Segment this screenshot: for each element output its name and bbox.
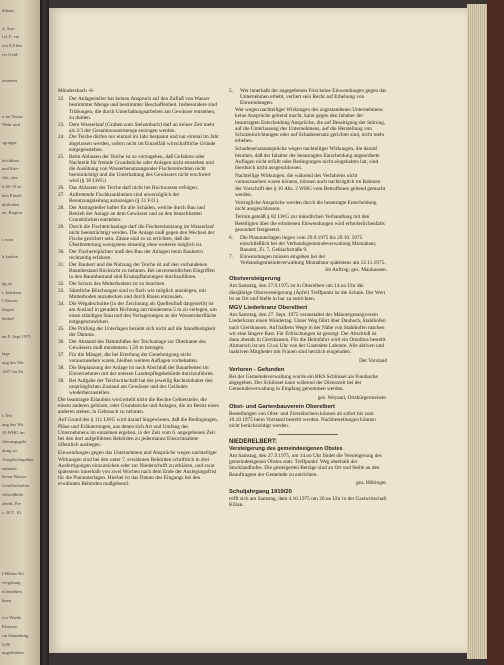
left-page-text-fragment: rer Geld- <box>2 52 19 57</box>
item-text: Die Prüfung der Unterlagen bezieht sich nicht auf die Standfestigkeit der Dämme. <box>69 326 216 339</box>
paragraph: Termin gemäß § 82 LWG zur mündlichen Verhandlung mit den Beteiligten über die erhobenen Einwendungen wird erforderlichenfalls gesondert festgesetzt. <box>235 214 385 233</box>
numbered-item <box>58 352 220 364</box>
left-page-text-fragment: s Teil <box>2 412 12 418</box>
item-number: 24. <box>58 134 65 141</box>
section-title: Obstversteigerung <box>229 276 281 283</box>
left-page-text-fragment: en. Region <box>2 210 22 216</box>
item-text: Die Planunterlagen liegen vom 29.9.1975 bis 29.10. 1975 einschließlich bei der Verbandsgemeindeverwaltung Montabaur, Bauamt, Zi. 7, Gelbachstraße 9. <box>240 234 377 254</box>
left-page-text-fragment: ilrigen <box>2 307 14 313</box>
item-number: 39. <box>58 377 65 384</box>
left-page-text-fragment: vergütung <box>2 580 21 585</box>
item-text: Auftretende Fischkrankheiten sind unverzüglich der Benutzungsleitung anzuzeigen (§ 31 F.O.). <box>69 191 180 204</box>
item-number: 32. <box>58 281 65 288</box>
item-text: Der Antragsteller haftet für alle Schäden, welche durch Bau und Betrieb der Anlage an dem Gewässer und an den benachbarten Grundstücken entstehen. <box>69 204 205 224</box>
announcements <box>229 276 387 429</box>
numbered-item <box>58 185 220 191</box>
right-column <box>229 88 387 511</box>
item-number: 26. <box>58 185 65 192</box>
notice-paragraphs-right <box>229 107 387 233</box>
numbered-item <box>229 88 387 107</box>
numbered-item <box>58 281 220 287</box>
numbered-item <box>58 301 220 326</box>
left-page-text-fragment: omentes <box>2 78 18 84</box>
left-page-text-fragment: chfriedhöfe <box>2 492 24 497</box>
signature-line: Der Vorstand <box>359 357 387 364</box>
numbered-item <box>58 96 220 121</box>
left-page-text-fragment: h kaufen <box>2 254 18 260</box>
left-page-text-fragment: 2,00 <box>2 641 11 647</box>
item-number: 35. <box>58 326 65 333</box>
item-number: 37. <box>58 351 65 358</box>
item-text: Der Fischereipächter muß den Bau der Anlagen beim Bauherrn rechtzeitig erfahren. <box>69 249 203 262</box>
item-number: 33. <box>58 287 65 294</box>
section-subtitle: Versteigerung des gemeindeeigenen Obstes <box>229 445 343 452</box>
left-page-text-fragment: ungebühren <box>2 650 24 656</box>
notice-paragraphs <box>58 397 220 488</box>
item-text: Bei Aufgabe der Teichwirtschaft hat der jeweilig Rechtsinhaber den ursprünglichen Zustand am Gewässer und des Geländes wiederherzustellen. <box>69 377 213 397</box>
paragraph: Vertragliche Ansprüche werden durch die beantragte Entscheidung nicht ausgeschlossen. <box>235 199 377 213</box>
left-page-text-fragment: Ausgleichsgebiet <box>2 456 34 462</box>
paragraph: Einwendungen gegen das Unternehmen und Ansprüche wegen nachteiliger Wirkungen sind bei den unter 7. erwähnten Behörden schriftlich in drei Ausfertigungen einzureichen oder zur Niederschrift zu erklären, und zwar spätestens innerhalb von zwei Wochen nach dem Ende der Auslegungsfrist für die Planunterlagen. Hierbei ist das Datum des Eingangs bei den erwähnten Behörden maßgebend. <box>58 450 218 488</box>
section-title: Obst- und Gartenbauverein Oberelbert <box>229 403 335 410</box>
paragraph: Nachteilige Wirkungen, die während des Verfahrens nicht vorauszusehen waren können, können auch nachträglich im Rahmen der Vorschrift des § 10 Abs. 2 WHG vom Betroffenen geltend gemacht werden. <box>235 173 386 198</box>
item-number: 31. <box>58 261 65 268</box>
item-text: Wer innerhalb der angegebenen Frist keine Einwendungen gegen das Unternehmen erhebt, verliert sein Recht auf Erhebung von Einwendungen. <box>240 88 387 107</box>
item-number: 5. <box>229 88 233 94</box>
item-text: Für die Mängel, die bei Erteilung der Genehmigung nicht vorauszusehen waren, bleiben weitere Auflagen vorbehalten. <box>69 351 198 365</box>
left-page-text-fragment: den Einzel <box>2 192 22 198</box>
numbered-item <box>58 365 220 377</box>
left-page-text-fragment: ren 0,8 km <box>2 43 22 49</box>
left-page-edge <box>0 0 40 665</box>
item-text: Die Schutz des Mutterbodens ist zu beachten. <box>69 281 166 288</box>
left-page-text-fragment: nn 9. Sept.1975 <box>2 333 31 339</box>
paragraph: Wer wegen nachteiliger Wirkungen des zugestandenen Unternehmens keine Ansprüche geltend macht, kann gegen den Inhaber der beantragten Entscheidung Ansprüche, die auf Beseitigung der Störung, auf die Unterlassung des Unternehmens, auf die Herstellung von Schutzeinrichtungen oder auf Schadenersatz gerichtet sind, nicht mehr erheben. <box>235 107 386 145</box>
left-page-text-fragment: h SS 10 m <box>2 184 22 189</box>
item-number: 29. <box>58 223 65 230</box>
left-page-text-fragment: ubeilt, Pre <box>2 500 21 506</box>
item-number: 25. <box>58 153 65 160</box>
numbered-item <box>58 122 220 134</box>
left-page-text-fragment: sgruppe <box>2 140 17 145</box>
left-page-text-fragment: 4, Aus- <box>2 25 16 31</box>
numbered-item <box>58 224 220 249</box>
left-page-text-fragment: t. behalten <box>2 289 22 295</box>
left-page-text-fragment: cherungsgebi <box>2 439 27 445</box>
numbered-item <box>58 134 220 153</box>
left-page-text-fragment: bedarf <box>2 316 14 321</box>
section-title-niederelbert: NIEDERELBERT: <box>229 438 278 445</box>
left-page-text-fragment: dung zu <box>2 448 17 453</box>
section-body: Am Samstag, den 27.9.1975, um 14.oo Uhr findet die Versteigerung des gemeindeeigenen Obstes statt. Treffpunkt: Weg oberhalb der Stocklandhofes. Die gesteigerten Beträge sind an Ort und Stelle an den Beauftragten der Gemeinde zu entrichten. <box>229 453 382 478</box>
item-text: Die Beplanzung der Anlage ist nach Abschluß der Bauarbeiten im Einvernehmen mit der unteren Landespflegebehörde durchzuführen. <box>69 364 215 377</box>
item-number: 23. <box>58 121 65 128</box>
numbered-item <box>58 192 220 204</box>
item-number: 38. <box>58 364 65 371</box>
section-title-schuljahrgang: Schuljahrgang 1919/20 <box>229 489 292 496</box>
item-text: Der Abstand des Dammfußes der Teichanlage zur Oberkante des Gewässers muß mindestens 1,50 m betragen. <box>69 338 206 352</box>
item-text: Der Bauherr und die Nutzung der Teiche ist auf den vorhandenen Baumbestand Rücksicht zu nehmen. Bei unvermeidlichen Eingriffen in den Baumbestand sind Ersatzpflanzungen durchzuführen. <box>69 261 215 281</box>
left-page-text-fragment: l Abwas- <box>2 298 19 304</box>
paragraph: Schadenersatzansprüche wegen nachteiliger Wirkungen, die darauf beruhen, daß der Inhaber der beantragten Entscheidung angeordnete Auflagen nicht erfüllt oder Bedingungen nicht eingehalten hat, sind hierdurch nicht ausgeschlossen. <box>235 146 380 171</box>
section-title: MGV Liederkranz Oberelbert <box>229 305 308 311</box>
left-page-text-fragment: Gesellschaften <box>2 483 30 489</box>
numbered-item <box>58 205 220 224</box>
item-text: Durch die Fischteichanlage darf die Fischereinutzung im Wasserlauf nicht beeinträchtigt werden. Die Anlage muß gegen den Wechsel der Fische gesichert sein. Zäune sind so zu errichten, daß die Überbretterung wenigstens einseitig ohne weiteres möglich ist. <box>69 223 215 249</box>
item-number: 22. <box>58 96 65 103</box>
section-body: Bei der Gemeindeverwaltung wurde ein BKS Schlüssel als Fundsache abgegeben. Der Schlüssel kann während der Dienstzeit bei der Gemeindeverwaltung in Empfang genommen werden. <box>229 374 378 393</box>
left-page-text-fragment: Elsässer <box>2 624 18 629</box>
left-column <box>58 88 220 490</box>
numbered-item <box>58 378 220 397</box>
left-page-text-fragment: heren Wasser <box>2 474 27 480</box>
left-page-text-fragment: vor Wiede <box>2 615 21 621</box>
numbered-item <box>58 262 220 281</box>
item-number: 28. <box>58 204 65 211</box>
left-page-text-fragment: r, 30 T. 10. <box>2 509 22 515</box>
numbered-item <box>58 339 220 351</box>
item-text: Sämtliche Böschungen sind so flach wie möglich anzulegen, mit Mutterboden anzudecken und durch Rasen einzusäen. <box>69 287 206 300</box>
left-page-text-fragment: und Stre- <box>2 166 19 172</box>
condition-list <box>58 96 220 396</box>
item-text: Der Anlagesteller hat keinen Anspruch auf den Zufluß von Wasser bestimmter Menge und bestimmter Beschaffenheit. Insbesondere sind Trübungen, die durch Unterhaltungsarbeiten am Gewässer entstehen, zu dulden. <box>69 96 218 121</box>
left-page-text-fragment: l.d. F. vm <box>2 34 20 40</box>
left-page-text-fragment: 10 WHG im <box>2 430 25 436</box>
item-text: Das Ablassen der Teiche darf nicht bei Hochwasser erfolgen. <box>69 185 199 192</box>
divider <box>278 434 338 435</box>
left-page-text-fragment: cke, rein <box>2 175 18 181</box>
paragraph: Die beantragte Erlaubnis wird erteilt nicht die Rechte Gebietsteile, die einem anderen gehören, oder Grundstücke und Anlagen, die im Besitz eines anderen stehen, in Gebrauch zu nehmen. <box>58 396 219 416</box>
left-page-text-fragment: ung des Wa <box>2 421 24 427</box>
notice-list-b <box>229 235 387 267</box>
item-text: Die Teiche dürfen nur einmal im Jahr bespannt und nur einmal im Jahr abgelassen werden, sofern nicht im Einzelfall wirtschaftliche Gründe entgegenstehen. <box>69 134 219 153</box>
left-page-text-fragment: ng ist <box>2 280 13 286</box>
left-page-text-fragment: hnen <box>2 597 11 603</box>
signature-line: gez. Hübinger. <box>355 479 387 486</box>
section-body: Bestellungen von Obst- und Zierstäuchern können ab sofort bis zum 10.10.1975 beim Vorstand bestellt werden. Nachbestellungen können nicht berücksichtigt werden. <box>229 411 376 430</box>
item-text: Dem Wasserlauf (Graben zum Stelzenbach) darf an keiner Zeit mehr als 2/3 der Gesamtwassermenge entzogen werden. <box>69 121 215 134</box>
item-text: Beim Ablassen der Teiche ist so vorzugehen, daß Gefahren oder Nachteile für fremde Grundstücke oder Anlagen nicht entstehen und die Ausübung von Wasserbenutzungsoder Fischereirechten nicht beeinträchtigt und die Unterhaltung des Gewässers nicht erschwert wird (§ 38 LWG) <box>69 153 214 185</box>
item-number: 34. <box>58 300 65 307</box>
item-number: 27. <box>58 191 65 198</box>
left-page-text-fragment: f-Bilans-Ert <box>2 571 24 577</box>
item-text: Einwendungen müssen eingehen bei der Verbandsgemeindeverwaltung Montabaur spätestens am 12.11.1975. <box>240 254 386 267</box>
left-page-text-fragment: ührlichen <box>2 201 20 207</box>
left-page-text-fragment: n im Vorau- <box>2 113 24 119</box>
page-stack-edge <box>467 4 487 659</box>
numbered-item <box>229 254 387 266</box>
left-page-text-fragment: s vom <box>2 236 14 242</box>
section-body: Am Samstag, den 27. Sept. 1975 veranstaltet der Männergesangverein Liederkranz einen Wandertag. Unser Weg führt über Daubach, Stahlhofen nach Giershausen. Auf halbem Wege in der Nähe von Stahlhofen machen wir eine längere Rast. Für Erfrischungen ist gesorgt. Der Abschluß ist dann abends in Giershausen. Für die Heimfahrt wird ein Omnibus bestellt. Abmarsch ist um 13.oo Uhr von der Gaststätte Labonte. Alle aktiven und inaktiven Mitglieder mit Frauen sind herzlich eingeladen. <box>229 312 387 356</box>
section-body: Am Samstag, den 27.9.1975 ist in Oberelbert um 14.oo Uhr die diesjährige Obstversteigerung (Äpfel) Treffpunkt ist die Schule. Der Wert ist an Ort und Stelle in bar zu entrichten. <box>229 283 386 302</box>
notice-list-a <box>229 88 387 107</box>
item-number: 6. <box>229 234 233 241</box>
book-cover-edge <box>487 0 504 665</box>
book-gutter <box>40 0 49 665</box>
left-page-text-fragment: ASV im Eu <box>2 368 24 374</box>
item-number: 36. <box>58 338 65 345</box>
left-page-text-fragment: n beachten <box>2 588 22 594</box>
item-number: 30. <box>58 249 65 256</box>
left-page-text-fragment: nahmen <box>2 465 17 471</box>
section-title: Verloren - Gefunden <box>229 366 285 373</box>
column-header: Mündersbach -6- <box>58 88 95 94</box>
item-number: 7. <box>229 254 233 261</box>
left-page-text-fragment: Wehr und <box>2 122 20 128</box>
left-page-text-fragment: rin Sammlung <box>2 632 29 638</box>
signature-line: gez. Weyand, Ortsbürgermeister. <box>317 394 387 401</box>
left-page-text-fragment: ung des Wa- <box>2 360 25 365</box>
numbered-item <box>58 326 220 338</box>
item-text: Die Wegabschnitte (in der Zeichnung als Quellenfluß dargestellt) ist am Auslauf in geradem Richtung am mindestens 5 m zu verlegen, um einen ständigen Stau und den Verlagerungen an der Wasseroberfläche entgegenzuwirken. <box>69 300 217 326</box>
numbered-item <box>58 288 220 300</box>
left-page-text-fragment: leichtbau <box>2 157 19 163</box>
numbered-item <box>229 235 387 254</box>
paragraph: Auf Grund des § 111 LWG wird darauf hingewiesen, daß die Bedingungen, Pläne und Erläuterungen, aus denen sich Art und Umfang des Unternehmens im einzelnen ergeben, in der Zeit vom 6. angegebenen Zeit bei den dort aufgeführten Behörden zu jedermanns Einsichtnahme öffentlich ausliegen. <box>58 417 218 449</box>
left-page-text-fragment: lage <box>2 351 10 357</box>
numbered-item <box>58 154 220 185</box>
numbered-item <box>58 249 220 261</box>
left-page-text-fragment: ilthaus <box>2 8 15 13</box>
signature-line: Im Auftrag: gez. Mauhausen. <box>325 266 387 273</box>
section-body: trifft sich am Samstag, dem 4.10.1975 um 20.oo Uhr in der Gastwirtschaft Kilian. <box>229 496 387 509</box>
